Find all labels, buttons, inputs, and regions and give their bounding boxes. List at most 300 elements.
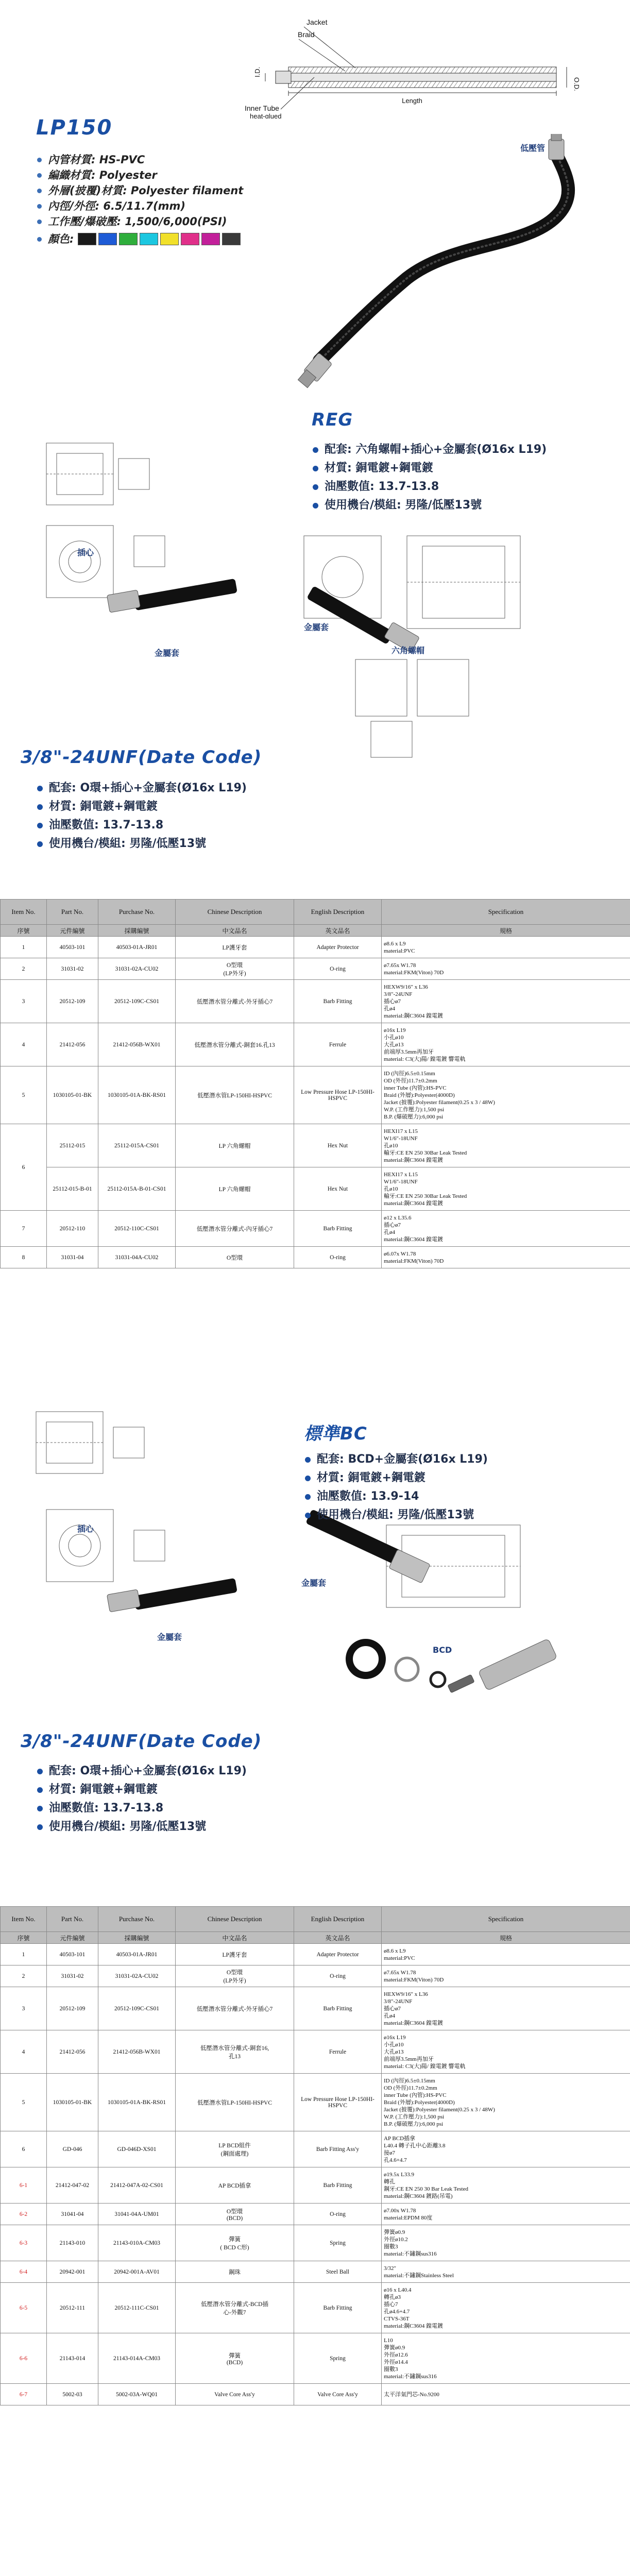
table-row: [1, 2204, 630, 2225]
spec-line: material:鋼C3604 鎳電鍍: [384, 1157, 444, 1163]
bullet-icon: [37, 823, 43, 828]
chinese-desc-cell: O型環: [176, 1247, 294, 1268]
color-swatch: [181, 233, 199, 245]
col-header: Item No.: [1, 1907, 47, 1932]
item-no-cell: 4: [1, 2030, 47, 2074]
color-swatch: [78, 233, 96, 245]
bc-line: 配套: BCD+金屬套(Ø16x L19): [305, 1450, 488, 1469]
bullet-icon: [313, 484, 318, 490]
bullet-icon: [37, 786, 43, 791]
col-header: Part No.: [47, 900, 98, 925]
spec-line: ø8.6 x L9: [384, 940, 406, 947]
spec-line: ø7.00x W1.78: [384, 2207, 416, 2214]
item-no-cell: 6-6: [1, 2333, 47, 2384]
english-desc-cell: Steel Ball: [294, 2261, 382, 2283]
table-row: [1, 1247, 630, 1268]
purchase-no-cell: 5002-03A-WQ01: [98, 2384, 176, 2405]
purchase-no-cell: GD-046D-XS01: [98, 2131, 176, 2167]
spec-line: material: C3(大)陽/ 鎳電鍍 響電軌: [384, 1056, 466, 1062]
bullet-icon: [37, 204, 42, 209]
table-row: [1, 2030, 630, 2074]
specification-cell: [382, 1211, 630, 1247]
parts-table-2: [0, 1906, 630, 2405]
table-subheader-row: [1, 1932, 630, 1944]
item-no-cell: 1: [1, 937, 47, 958]
spec-line: 孔4.6+4.7: [384, 2157, 407, 2163]
chinese-desc-cell: Valve Core Ass'y: [176, 2384, 294, 2405]
spec-line: W1/6"-18UNF: [384, 1178, 418, 1185]
reg-line: 油壓數值: 13.7-13.8: [313, 478, 547, 496]
bullet-icon: [37, 173, 42, 178]
item-no-cell: 6: [1, 1124, 47, 1211]
specification-cell: [382, 1247, 630, 1268]
table-subheader-row: [1, 925, 630, 937]
chinese-desc-cell: 低壓潛水管LP-150HI-HSPVC: [176, 2074, 294, 2131]
specification-cell: [382, 1023, 630, 1066]
specification-cell: [382, 958, 630, 980]
english-desc-cell: O-ring: [294, 1247, 382, 1268]
spec-line: OD (外徑)11.7±0.2mm: [384, 2084, 437, 2091]
table-row: [1, 1944, 630, 1965]
col-subheader: 元件編號: [47, 1932, 98, 1944]
spec-line: inner Tube (內管):HS-PVC: [384, 2092, 447, 2098]
part-no-cell: 21412-056: [47, 1023, 98, 1066]
spec-line: HEXI17 x L15: [384, 1128, 418, 1134]
english-desc-cell: Barb Fitting: [294, 2283, 382, 2333]
chinese-desc-cell: 鋼珠: [176, 2261, 294, 2283]
part-no-cell: 31031-02: [47, 958, 98, 980]
bullet-icon: [305, 1513, 311, 1518]
part-no-cell: 21412-056: [47, 2030, 98, 2074]
spec-line: Jacket (披覆):Polyester filament(0.25 x 3 / 48W): [384, 2106, 495, 2113]
col-header: Specification: [382, 900, 630, 925]
spec-line: 孔ø4: [384, 2012, 395, 2019]
chinese-desc-cell: 低壓潛水管分離式-BCD插 心-外觀7: [176, 2283, 294, 2333]
bullet-icon: [37, 841, 43, 847]
bcd-callout: BCD: [433, 1645, 452, 1655]
bc-spec-list: [305, 1450, 488, 1524]
table-row: [1, 980, 630, 1023]
part-no-cell: 5002-03: [47, 2384, 98, 2405]
insert-core-callout: 插心: [77, 548, 94, 557]
spec-line: 接ø7: [384, 2149, 395, 2156]
english-desc-cell: O-ring: [294, 2204, 382, 2225]
part-no-cell: 40503-101: [47, 1944, 98, 1965]
specification-cell: [382, 1965, 630, 1987]
chinese-desc-cell: 低壓潛水管分離式-外牙插心7: [176, 1987, 294, 2030]
spec-line: 3/8"-24UNF: [384, 991, 413, 997]
specification-cell: [382, 1124, 630, 1167]
chinese-desc-cell: LP BCD組件 (鋼面處理): [176, 2131, 294, 2167]
spec-line: material:不鏽鋼sus316: [384, 2250, 437, 2257]
part-no-cell: 21412-047-02: [47, 2167, 98, 2204]
english-desc-cell: Barb Fitting: [294, 2167, 382, 2204]
spec-line: 工作壓/爆破壓: 1,500/6,000(PSI): [37, 214, 243, 229]
chinese-desc-cell: 彈簧 (BCD): [176, 2333, 294, 2384]
color-swatch: [119, 233, 138, 245]
specification-cell: [382, 1066, 630, 1124]
purchase-no-cell: 31031-02A-CU02: [98, 1965, 176, 1987]
chinese-desc-cell: AP BCD插拿: [176, 2167, 294, 2204]
color-swatch: [222, 233, 241, 245]
spec-line: 太平洋氣門芯-No.9200: [384, 2391, 439, 2398]
spec-line: 插心ø7: [384, 998, 401, 1005]
purchase-no-cell: 21412-056B-WX01: [98, 2030, 176, 2074]
hose-photo: [288, 134, 608, 392]
table-row: [1, 1987, 630, 2030]
spec-line: HEXW9/16" x L36: [384, 1991, 428, 1997]
specification-cell: [382, 937, 630, 958]
spec-line: ID (內徑)6.5±0.15mm: [384, 2077, 435, 2084]
spec-line: 內管材質: HS-PVC: [37, 152, 243, 167]
bullet-icon: [37, 1806, 43, 1811]
spec-line: B.P. (爆破壓力):6,000 psi: [384, 1113, 444, 1120]
col-subheader: 採購編號: [98, 1932, 176, 1944]
english-desc-cell: Valve Core Ass'y: [294, 2384, 382, 2405]
specification-cell: [382, 980, 630, 1023]
color-row: [37, 231, 243, 247]
col-subheader: 中文品名: [176, 1932, 294, 1944]
col-subheader: 規格: [382, 925, 630, 937]
bullet-icon: [305, 1476, 311, 1481]
reg-line: 使用機台/模組: 男隆/低壓13號: [313, 496, 547, 515]
col-subheader: 序號: [1, 925, 47, 937]
spec-line: material:鋼C3604 鎳電鍍: [384, 1236, 444, 1243]
chinese-desc-cell: LP 六角螺帽: [176, 1124, 294, 1167]
chinese-desc-cell: 低壓潛水管分離式-外牙插心7: [176, 980, 294, 1023]
spec-line: 插心ø7: [384, 1222, 401, 1228]
purchase-no-cell: 31031-02A-CU02: [98, 958, 176, 980]
specification-cell: [382, 2384, 630, 2405]
unf-line: 配套: O環+插心+金屬套(Ø16x L19): [37, 1762, 247, 1781]
table-row: [1, 2074, 630, 2131]
spec-line: 外徑ø12.6: [384, 2351, 408, 2358]
purchase-no-cell: 25112-015A-B-01-CS01: [98, 1167, 176, 1211]
spec-line: material:PVC: [384, 1955, 415, 1961]
spec-line: material:不鏽鋼Stainless Steel: [384, 2272, 454, 2279]
table-row: [1, 1066, 630, 1124]
spec-line: 小孔ø10: [384, 2041, 404, 2048]
bc-title: 標準BC: [304, 1423, 367, 1444]
spec-line: ø6.07x W1.78: [384, 1250, 416, 1257]
spec-line: 3/32": [384, 2265, 397, 2272]
item-no-cell: 3: [1, 980, 47, 1023]
part-no-cell: 21143-010: [47, 2225, 98, 2261]
metal-sleeve-callout: 金屬套: [155, 648, 180, 658]
spec-line: Jacket (披覆):Polyester filament(0.25 x 3 / 48W): [384, 1099, 495, 1106]
specification-cell: [382, 2261, 630, 2283]
spec-line: ø8.6 x L9: [384, 1947, 406, 1954]
item-no-cell: 1: [1, 1944, 47, 1965]
spec-line: material:FKM(Viton) 70D: [384, 969, 444, 976]
part-no-cell: 31031-04: [47, 1247, 98, 1268]
purchase-no-cell: 31041-04A-UM01: [98, 2204, 176, 2225]
bullet-icon: [37, 219, 42, 224]
item-no-cell: 5: [1, 2074, 47, 2131]
part-no-cell: 21143-014: [47, 2333, 98, 2384]
item-no-cell: 6-3: [1, 2225, 47, 2261]
diagram-heat-glued-label: heat-glued: [250, 112, 282, 118]
purchase-no-cell: 20942-001A-AV01: [98, 2261, 176, 2283]
col-header: English Description: [294, 900, 382, 925]
spec-line: 外層(披覆)材質: Polyester filament: [37, 183, 243, 198]
part-no-cell: 20942-001: [47, 2261, 98, 2283]
diagram-length-label: Length: [402, 97, 422, 105]
reg-spec-list: [313, 440, 547, 515]
bullet-icon: [37, 1787, 43, 1793]
spec-line: 孔ø4: [384, 1229, 395, 1235]
reg-line: 配套: 六角螺帽+插心+金屬套(Ø16x L19): [313, 440, 547, 459]
specification-cell: [382, 1167, 630, 1211]
unf-title: 3/8"-24UNF(Date Code): [21, 747, 262, 768]
specification-cell: [382, 2225, 630, 2261]
spec-line: Braid (外層):Polyester(4000D): [384, 2099, 455, 2106]
chinese-desc-cell: 低壓潛水管分離式-內牙插心7: [176, 1211, 294, 1247]
metal-sleeve-callout: 金屬套: [157, 1632, 182, 1642]
chinese-desc-cell: LP護牙套: [176, 937, 294, 958]
english-desc-cell: Low Pressure Hose LP-150HI-HSPVC: [294, 2074, 382, 2131]
col-header: Specification: [382, 1907, 630, 1932]
unf-line: 油壓數值: 13.7-13.8: [37, 816, 247, 835]
table-header-row: [1, 1907, 630, 1932]
spec-line: OD (外徑)11.7±0.2mm: [384, 1077, 437, 1084]
spec-line: 編織材質: Polyester: [37, 167, 243, 183]
table-row: [1, 2131, 630, 2167]
chinese-desc-cell: 低壓潛水管LP-150HI-HSPVC: [176, 1066, 294, 1124]
table-row: [1, 1167, 630, 1211]
metal-sleeve-callout-2: 金屬套: [304, 622, 329, 632]
english-desc-cell: Hex Nut: [294, 1124, 382, 1167]
spec-line: 外徑ø10.2: [384, 2236, 408, 2243]
col-header: Item No.: [1, 900, 47, 925]
spec-line: AP BCD插拿: [384, 2135, 416, 2142]
item-no-cell: 6-7: [1, 2384, 47, 2405]
spec-line: W1/6"-18UNF: [384, 1135, 418, 1142]
spec-line: 插心7: [384, 2301, 398, 2308]
english-desc-cell: Barb Fitting Ass'y: [294, 2131, 382, 2167]
diagram-jacket-label: Jacket: [307, 18, 328, 26]
part-no-cell: 31031-02: [47, 1965, 98, 1987]
hex-nut-callout: 六角螺帽: [391, 646, 425, 655]
spec-line: 大孔ø13: [384, 2048, 404, 2055]
spec-line: 轉孔: [384, 2178, 395, 2185]
spec-line: material:鋼C3604 鎳電鍍: [384, 1200, 444, 1207]
purchase-no-cell: 40503-01A-JR01: [98, 937, 176, 958]
color-swatches: [78, 233, 241, 245]
table-row: [1, 1211, 630, 1247]
spec-line: material:PVC: [384, 947, 415, 954]
spec-line: 彈簧ø0.9: [384, 2344, 405, 2351]
bullet-icon: [313, 466, 318, 471]
hose-cross-section-diagram: [227, 15, 587, 118]
english-desc-cell: Hex Nut: [294, 1167, 382, 1211]
table-row: [1, 2283, 630, 2333]
col-header: Purchase No.: [98, 1907, 176, 1932]
english-desc-cell: Adapter Protector: [294, 937, 382, 958]
bc-line: 油壓數值: 13.9-14: [305, 1487, 488, 1506]
unf-line: 材質: 銅電鍍+鋼電鍍: [37, 798, 247, 816]
unf-line: 材質: 銅電鍍+鋼電鍍: [37, 1781, 247, 1799]
purchase-no-cell: 20512-109C-CS01: [98, 1987, 176, 2030]
specification-cell: [382, 2333, 630, 2384]
spec-line: material:鋼C3604 鍍路(吊電): [384, 2193, 453, 2199]
bullet-icon: [37, 158, 42, 162]
table-row: [1, 1124, 630, 1167]
spec-line: material: C3(大)陽/ 鎳電鍍 響電軌: [384, 2063, 466, 2070]
english-desc-cell: Low Pressure Hose LP-150HI-HSPVC: [294, 1066, 382, 1124]
color-label: 顏色:: [48, 233, 74, 245]
english-desc-cell: Barb Fitting: [294, 980, 382, 1023]
insert-core-callout: 插心: [77, 1524, 94, 1534]
item-no-cell: 4: [1, 1023, 47, 1066]
chinese-desc-cell: LP 六角螺帽: [176, 1167, 294, 1211]
chinese-desc-cell: O型環 (LP外牙): [176, 958, 294, 980]
parts-table-1: [0, 899, 630, 1268]
col-subheader: 序號: [1, 1932, 47, 1944]
reg-line: 材質: 銅電鍍+鋼電鍍: [313, 459, 547, 478]
purchase-no-cell: 20512-111C-CS01: [98, 2283, 176, 2333]
bullet-icon: [313, 503, 318, 509]
color-swatch: [98, 233, 117, 245]
spec-line: ø16x L19: [384, 1027, 406, 1033]
spec-line: material:鋼C3604 鎳電鍍: [384, 1012, 444, 1019]
spec-line: 孔ø4: [384, 1005, 395, 1012]
table-row: [1, 1965, 630, 1987]
item-no-cell: 2: [1, 958, 47, 980]
col-header: Purchase No.: [98, 900, 176, 925]
spec-line: 彈簧ø0.9: [384, 2229, 405, 2235]
spec-line: CTVS-36T: [384, 2315, 410, 2322]
table-row: [1, 937, 630, 958]
part-no-cell: 25112-015: [47, 1124, 98, 1167]
unf-line: 油壓數值: 13.7-13.8: [37, 1799, 247, 1818]
unf-spec-list: [37, 779, 247, 853]
part-no-cell: 20512-109: [47, 980, 98, 1023]
purchase-no-cell: 31031-04A-CU02: [98, 1247, 176, 1268]
item-no-cell: 6-5: [1, 2283, 47, 2333]
spec-line: 外徑ø14.4: [384, 2359, 408, 2365]
spec-line: material:FKM(Viton) 70D: [384, 1258, 444, 1264]
spec-line: inner Tube (內管):HS-PVC: [384, 1084, 447, 1091]
col-header: English Description: [294, 1907, 382, 1932]
spec-line: ID (內徑)6.5±0.15mm: [384, 1070, 435, 1077]
table-row: [1, 2333, 630, 2384]
diagram-od-label: O.D.: [573, 77, 581, 91]
spec-line: 小孔ø10: [384, 1034, 404, 1041]
diagram-braid-label: Braid: [298, 30, 315, 39]
specification-cell: [382, 1944, 630, 1965]
spec-line: 內徑/外徑: 6.5/11.7(mm): [37, 198, 243, 214]
item-no-cell: 6-2: [1, 2204, 47, 2225]
table-row: [1, 2261, 630, 2283]
spec-line: ø16 x L40.4: [384, 2286, 412, 2293]
chinese-desc-cell: O型環 (BCD): [176, 2204, 294, 2225]
table-row: [1, 2225, 630, 2261]
item-no-cell: 8: [1, 1247, 47, 1268]
specification-cell: [382, 2074, 630, 2131]
unf-line: 使用機台/模組: 男隆/低壓13號: [37, 835, 247, 853]
spec-line: W.P. (工作壓力):1,500 psi: [384, 2113, 445, 2120]
bc-line: 使用機台/模組: 男隆/低壓13號: [305, 1506, 488, 1524]
english-desc-cell: Spring: [294, 2225, 382, 2261]
metal-sleeve-callout-2: 金屬套: [301, 1578, 327, 1588]
spec-line: 鋼牙:CE EN 250 30 Bar Leak Tested: [384, 2185, 468, 2192]
chinese-desc-cell: 彈簧 ( BCD C形): [176, 2225, 294, 2261]
item-no-cell: 3: [1, 1987, 47, 2030]
item-no-cell: 7: [1, 1211, 47, 1247]
purchase-no-cell: 20512-109C-CS01: [98, 980, 176, 1023]
item-no-cell: 6-4: [1, 2261, 47, 2283]
spec-line: material:鋼C3604 鎳電鍍: [384, 2020, 444, 2026]
spec-line: 轉孔ø3: [384, 2294, 401, 2300]
english-desc-cell: O-ring: [294, 958, 382, 980]
spec-line: ø12 x L35.6: [384, 1214, 412, 1221]
spec-line: 圈數3: [384, 2243, 398, 2250]
spec-line: 孔ø10: [384, 1185, 398, 1192]
specification-cell: [382, 1987, 630, 2030]
part-no-cell: 40503-101: [47, 937, 98, 958]
table-row: [1, 2384, 630, 2405]
unf-line: 使用機台/模組: 男隆/低壓13號: [37, 1818, 247, 1836]
spec-line: 前端厚3.5mm再加牙: [384, 1048, 434, 1055]
purchase-no-cell: 21143-014A-CM03: [98, 2333, 176, 2384]
spec-line: material:鋼C3604 鎳電鍍: [384, 2323, 444, 2329]
spec-line: L40.4 轉子孔中心距離3.8: [384, 2142, 446, 2149]
specification-cell: [382, 2131, 630, 2167]
part-no-cell: 1030105-01-BK: [47, 1066, 98, 1124]
chinese-desc-cell: O型環 (LP外牙): [176, 1965, 294, 1987]
bullet-icon: [37, 804, 43, 810]
col-subheader: 英文品名: [294, 1932, 382, 1944]
table-row: [1, 1023, 630, 1066]
unf-line: 配套: O環+插心+金屬套(Ø16x L19): [37, 779, 247, 798]
english-desc-cell: Barb Fitting: [294, 1211, 382, 1247]
spec-line: material:不鏽鋼sus316: [384, 2373, 437, 2380]
spec-line: 輸牙:CE EN 250 30Bar Leak Tested: [384, 1193, 467, 1199]
bullet-icon: [37, 1824, 43, 1830]
color-swatch: [160, 233, 179, 245]
specification-cell: [382, 2204, 630, 2225]
specification-cell: [382, 2167, 630, 2204]
spec-line: W.P. (工作壓力):1,500 psi: [384, 1106, 445, 1113]
english-desc-cell: O-ring: [294, 1965, 382, 1987]
spec-line: B.P. (爆破壓力):6,000 psi: [384, 2121, 444, 2127]
bullet-icon: [37, 237, 42, 242]
purchase-no-cell: 21412-056B-WX01: [98, 1023, 176, 1066]
part-no-cell: GD-046: [47, 2131, 98, 2167]
table-row: [1, 958, 630, 980]
item-no-cell: 5: [1, 1066, 47, 1124]
purchase-no-cell: 1030105-01A-BK-RS01: [98, 2074, 176, 2131]
purchase-no-cell: 21143-010A-CM03: [98, 2225, 176, 2261]
unf-spec-list-2: [37, 1762, 247, 1836]
specification-cell: [382, 2030, 630, 2074]
part-no-cell: 31041-04: [47, 2204, 98, 2225]
english-desc-cell: Spring: [294, 2333, 382, 2384]
bullet-icon: [37, 1769, 43, 1774]
spec-line: ø7.65x W1.78: [384, 962, 416, 969]
purchase-no-cell: 1030105-01A-BK-RS01: [98, 1066, 176, 1124]
specification-cell: [382, 2283, 630, 2333]
spec-line: 輸牙:CE EN 250 30Bar Leak Tested: [384, 1149, 467, 1156]
spec-line: ø19.5x L33.9: [384, 2171, 414, 2178]
spec-line: HEXW9/16" x L36: [384, 984, 428, 990]
spec-line: Braid (外層):Polyester(4000D): [384, 1092, 455, 1098]
product-spec-list: [37, 152, 243, 247]
spec-line: 孔ø4.6+4.7: [384, 2308, 410, 2315]
chinese-desc-cell: 低壓潛水管分離式-銅套16.孔13: [176, 1023, 294, 1066]
diagram-inner-tube-label: Inner Tube: [245, 104, 279, 112]
